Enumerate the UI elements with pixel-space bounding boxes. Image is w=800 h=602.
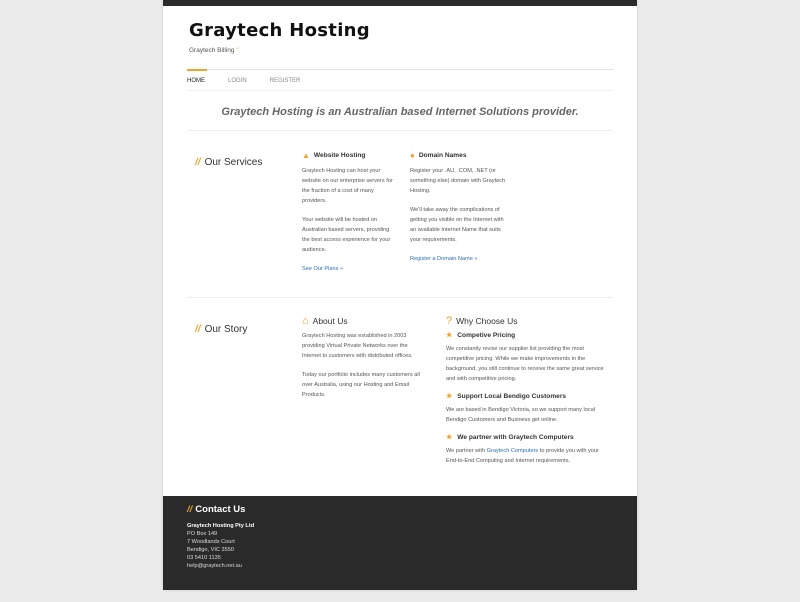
see-plans-link[interactable]: See Our Plans »: [302, 266, 344, 272]
register-domain-link[interactable]: Register a Domain Name »: [410, 256, 478, 262]
nav-home[interactable]: HOME: [187, 70, 205, 90]
title-slash-icon: //: [195, 157, 201, 168]
domain-names-heading: ● Domain Names: [410, 151, 467, 160]
city: Bendigo, VIC 3550: [187, 547, 234, 553]
services-section: [187, 131, 613, 298]
street-address: 7 Woodlands Court: [187, 539, 235, 545]
title-slash-icon: //: [187, 504, 193, 515]
website-hosting-text-2: Your website will be hosted on Australian based servers, providing the best access experience for your audience.: [302, 217, 391, 253]
services-title: // Our Services: [195, 157, 263, 168]
about-us-text-2: Today our portfolio includes many customers all over Australia, using our Hosting and Email Products.: [302, 372, 420, 398]
why-item-heading: We partner with Graytech Computers: [457, 434, 574, 441]
why-choose-us-column: [446, 316, 606, 474]
nav-login[interactable]: LOGIN: [228, 78, 247, 84]
why-item-heading: Support Local Bendigo Customers: [457, 393, 567, 400]
why-item-partner: [446, 433, 606, 466]
why-item-heading: Competive Pricing: [457, 332, 516, 339]
contact-title: // Contact Us: [187, 504, 246, 515]
why-item-local: [446, 392, 606, 425]
intro-statement: Graytech Hosting is an Australian based Internet Solutions provider.: [187, 91, 613, 131]
footer: [163, 496, 637, 590]
domain-names-column: [410, 151, 510, 264]
phone: 03 5410 1135: [187, 555, 221, 561]
site-tagline: [189, 47, 611, 54]
po-box: PO Box 149: [187, 531, 218, 537]
bank-icon: ⌂: [302, 315, 309, 327]
tagline-text: Graytech Billing: [189, 47, 235, 54]
question-icon: ?: [446, 315, 453, 327]
story-title: // Our Story: [195, 324, 248, 335]
domain-names-text-1: Register your .AU, .COM, .NET (or something else) domain with Graytech Hosting.: [410, 168, 506, 194]
company-name: Graytech Hosting Pty Ltd: [187, 523, 255, 529]
nav-register[interactable]: REGISTER: [269, 78, 301, 84]
about-us-heading: ⌂ About Us: [302, 315, 348, 327]
header: [163, 6, 637, 54]
star-icon: ★: [446, 332, 453, 339]
star-icon: ★: [446, 434, 453, 441]
why-item-pricing: [446, 331, 606, 384]
main-nav: [187, 69, 613, 91]
about-us-text-1: Graytech Hosting was established in 2003 providing Virtual Private Networks over the Internet to customers with distributed offices.: [302, 333, 413, 359]
page-container: [163, 0, 637, 590]
tagline-mark-icon: ": [236, 47, 239, 54]
website-hosting-text-1: Graytech Hosting can host your website on our enterprise servers for the fraction of a cost of many providers.: [302, 168, 393, 204]
why-item-text: We are based in Bendigo Victoria, so we support many local Bendigo Customers and Business get online.: [446, 407, 596, 423]
domain-names-text-2: We'll take away the complications of getting you visible on the Internet with an available Internet Name that suits your requirements.: [410, 207, 504, 243]
flame-icon: ▲: [302, 151, 310, 160]
why-item-text: We partner with Graytech Computers to provide you with your End-to-End Computing and Internet requirements.: [446, 448, 599, 464]
why-choose-us-heading: ? Why Choose Us: [446, 315, 518, 327]
about-us-column: [302, 316, 422, 409]
site-title[interactable]: Graytech Hosting: [189, 20, 370, 41]
email-link[interactable]: help@graytech.net.au: [187, 563, 242, 569]
map-pin-icon: ●: [410, 151, 415, 160]
story-section: [187, 298, 613, 498]
star-icon: ★: [446, 393, 453, 400]
why-item-text: We constantly revise our supplier list providing the most competitive pricing. While we make improvements in the background, you still continue to receive the same great service and with competitive pricing.: [446, 346, 604, 382]
title-slash-icon: //: [195, 324, 201, 335]
website-hosting-heading: ▲ Website Hosting: [302, 151, 366, 160]
graytech-computers-link[interactable]: Graytech Computers: [486, 448, 539, 454]
website-hosting-column: [302, 151, 398, 274]
